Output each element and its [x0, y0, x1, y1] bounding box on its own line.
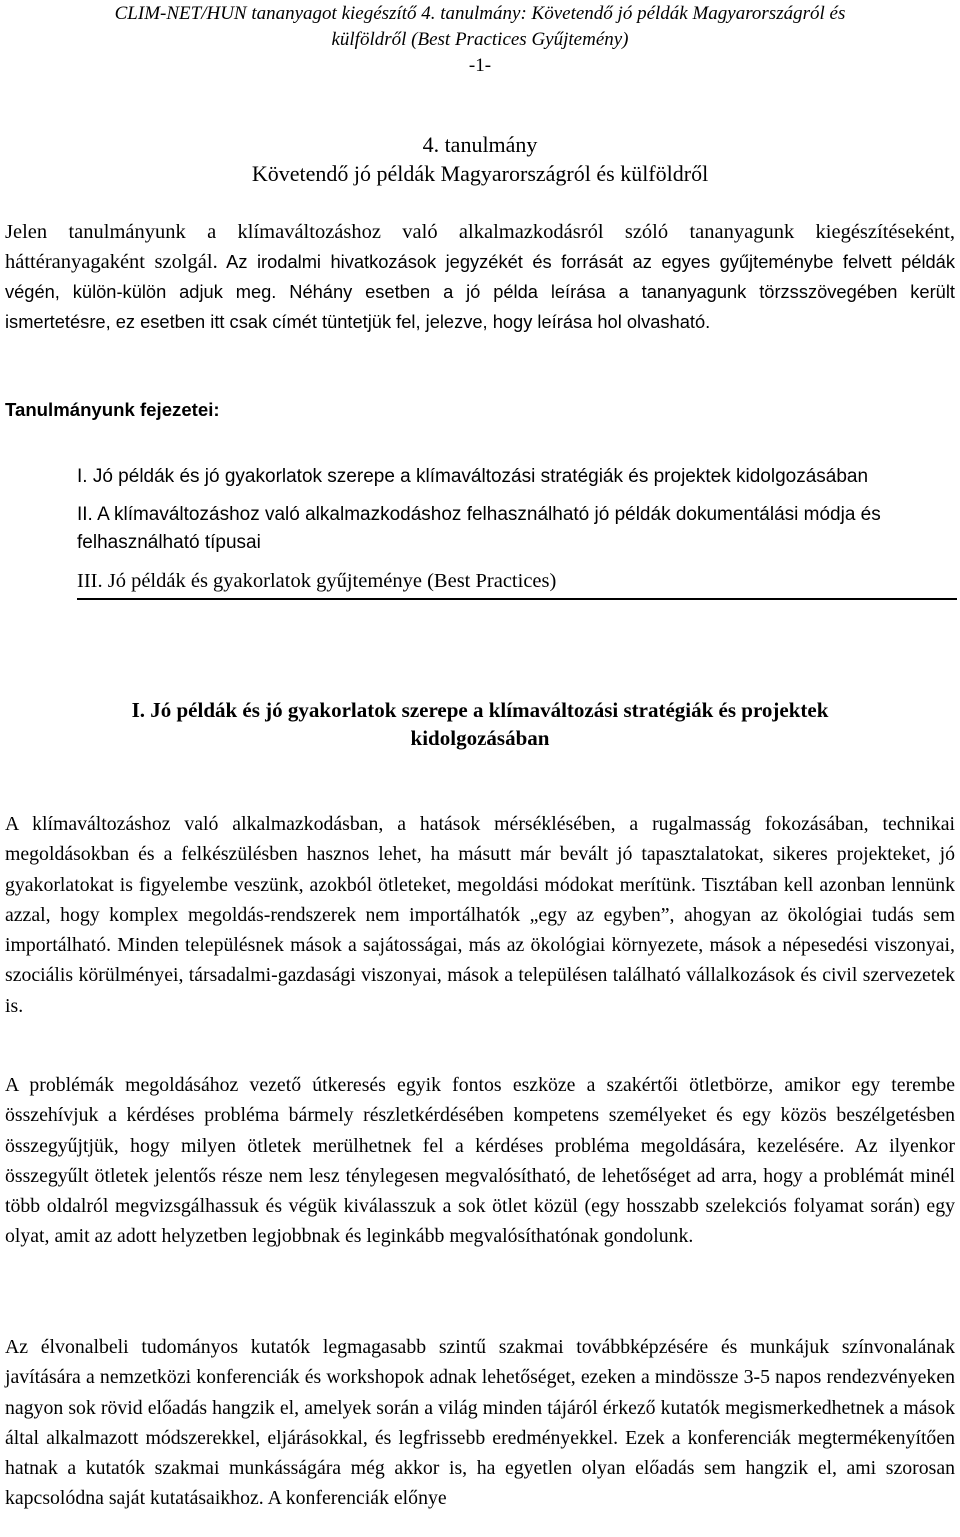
section-heading: [0, 696, 960, 752]
chapter-list: [77, 463, 957, 600]
intro-part-2: Az irodalmi hivatkozások jegyzékét és forrását az egyes gyűjteménybe felvett példák végén, külön-külön adjuk meg. Néhány esetben a jó példa leírása a tananyagunk törzsszövegében került ismertetésre, ez esetben itt csak címét tüntetjük fel, jelezve, hogy leírása hol olvasható.: [5, 251, 955, 332]
section-heading-line-2: kidolgozásában: [410, 726, 550, 750]
running-header: [0, 0, 960, 79]
body-paragraph-2: A problémák megoldásához vezető útkeresés egyik fontos eszköze a szakértői ötletbörze, amikor egy terembe összehívjuk a kérdéses probléma bármely részletkérdésében kompetens személyeket és egy közös beszélgetésben összegyűjtjük, hogy milyen ötletek merülhetnek fel a kérdéses probléma megoldására, kezelésére. Az ilyenkor összegyűlt ötletek jelentős része nem lesz ténylegesen megvalósítható, de lehetőséget ad arra, hogy a problémát minél több oldalról megvizsgálhassuk és végük kiválasszuk a sok ötlet közül (egy hosszabb szelekciós folyamat során) egy olyat, amit az adott helyzetben legjobbnak és leginkább megvalósíthatónak gondolunk.: [5, 1074, 955, 1248]
body-paragraph-3: Az élvonalbeli tudományos kutatók legmagasabb szintű szakmai továbbképzésére és munkájuk színvonalának javítására a nemzetközi konferenciák és workshopok adnak lehetőséget, ezeken a mindössze 3-5 napos rendezvényeken nagyon sok rövid előadás hangzik el, amelyek során a világ minden tájáról érkező kutatók megismerkedhetnek a mások által alkalmazott módszerekkel, eljárásokkal, és legfrissebb eredményekkel. Ezek a konferenciák megtermékenyítően hatnak a kutatók szakmai munkásságára még akkor is, ha egyetlen olyan előadás sem hangzik el, ami szorosan kapcsolódna saját kutatásaikhoz. A konferenciák előnye: [5, 1336, 955, 1510]
title-line-2: Követendő jó példák Magyarországról és külföldről: [251, 161, 709, 186]
document-title: [0, 130, 960, 188]
running-header-line2: külföldről (Best Practices Gyűjtemény): [331, 29, 629, 50]
intro-paragraph: [5, 218, 955, 337]
running-header-line1: CLIM-NET/HUN tananyagot kiegészítő 4. tanulmány: Követendő jó példák Magyarországról és: [114, 3, 846, 24]
title-line-1: 4. tanulmány: [422, 132, 538, 157]
intro-part-1: Jelen tanulmányunk a klímaváltozáshoz való alkalmazkodásról szóló tananyagunk kiegészítéseként, háttéranyagaként szolgál.: [5, 221, 955, 273]
chapter-item-3: III. Jó példák és gyakorlatok gyűjteménye (Best Practices): [77, 567, 957, 600]
chapter-item-2: II. A klímaváltozáshoz való alkalmazkodáshoz felhasználható jó példák dokumentálási módja és felhasználható típusai: [77, 504, 881, 553]
chapters-heading: Tanulmányunk fejezetei:: [5, 399, 220, 420]
body-paragraph-1: A klímaváltozáshoz való alkalmazkodásban, a hatások mérséklésében, a rugalmasság fokozásában, technikai megoldásokban és a felkészülésben hasznos lehet, ha másutt már bevált jó tapasztalatokat, sikeres projekteket, jó gyakorlatokat is figyelembe veszünk, azokból ötleteket, megoldási módokat merítünk. Tisztában kell azonban lennünk azzal, hogy komplex megoldás-rendszerek nem importálhatók „egy az egyben”, ahogyan az ökológiai tudás sem importálható. Minden településnek mások a sajátosságai, más az ökológiai környezete, mások a népesedési viszonyai, szociális körülményei, társadalmi-gazdasági viszonyai, mások a településen található vállalkozások és civil szervezetek is.: [5, 813, 955, 1017]
section-heading-line-1: I. Jó példák és jó gyakorlatok szerepe a klímaváltozási stratégiák és projektek: [131, 698, 829, 722]
page-number: -1-: [468, 55, 492, 76]
chapter-item-1: I. Jó példák és jó gyakorlatok szerepe a klímaváltozási stratégiák és projektek kidolgozásában: [77, 466, 869, 487]
